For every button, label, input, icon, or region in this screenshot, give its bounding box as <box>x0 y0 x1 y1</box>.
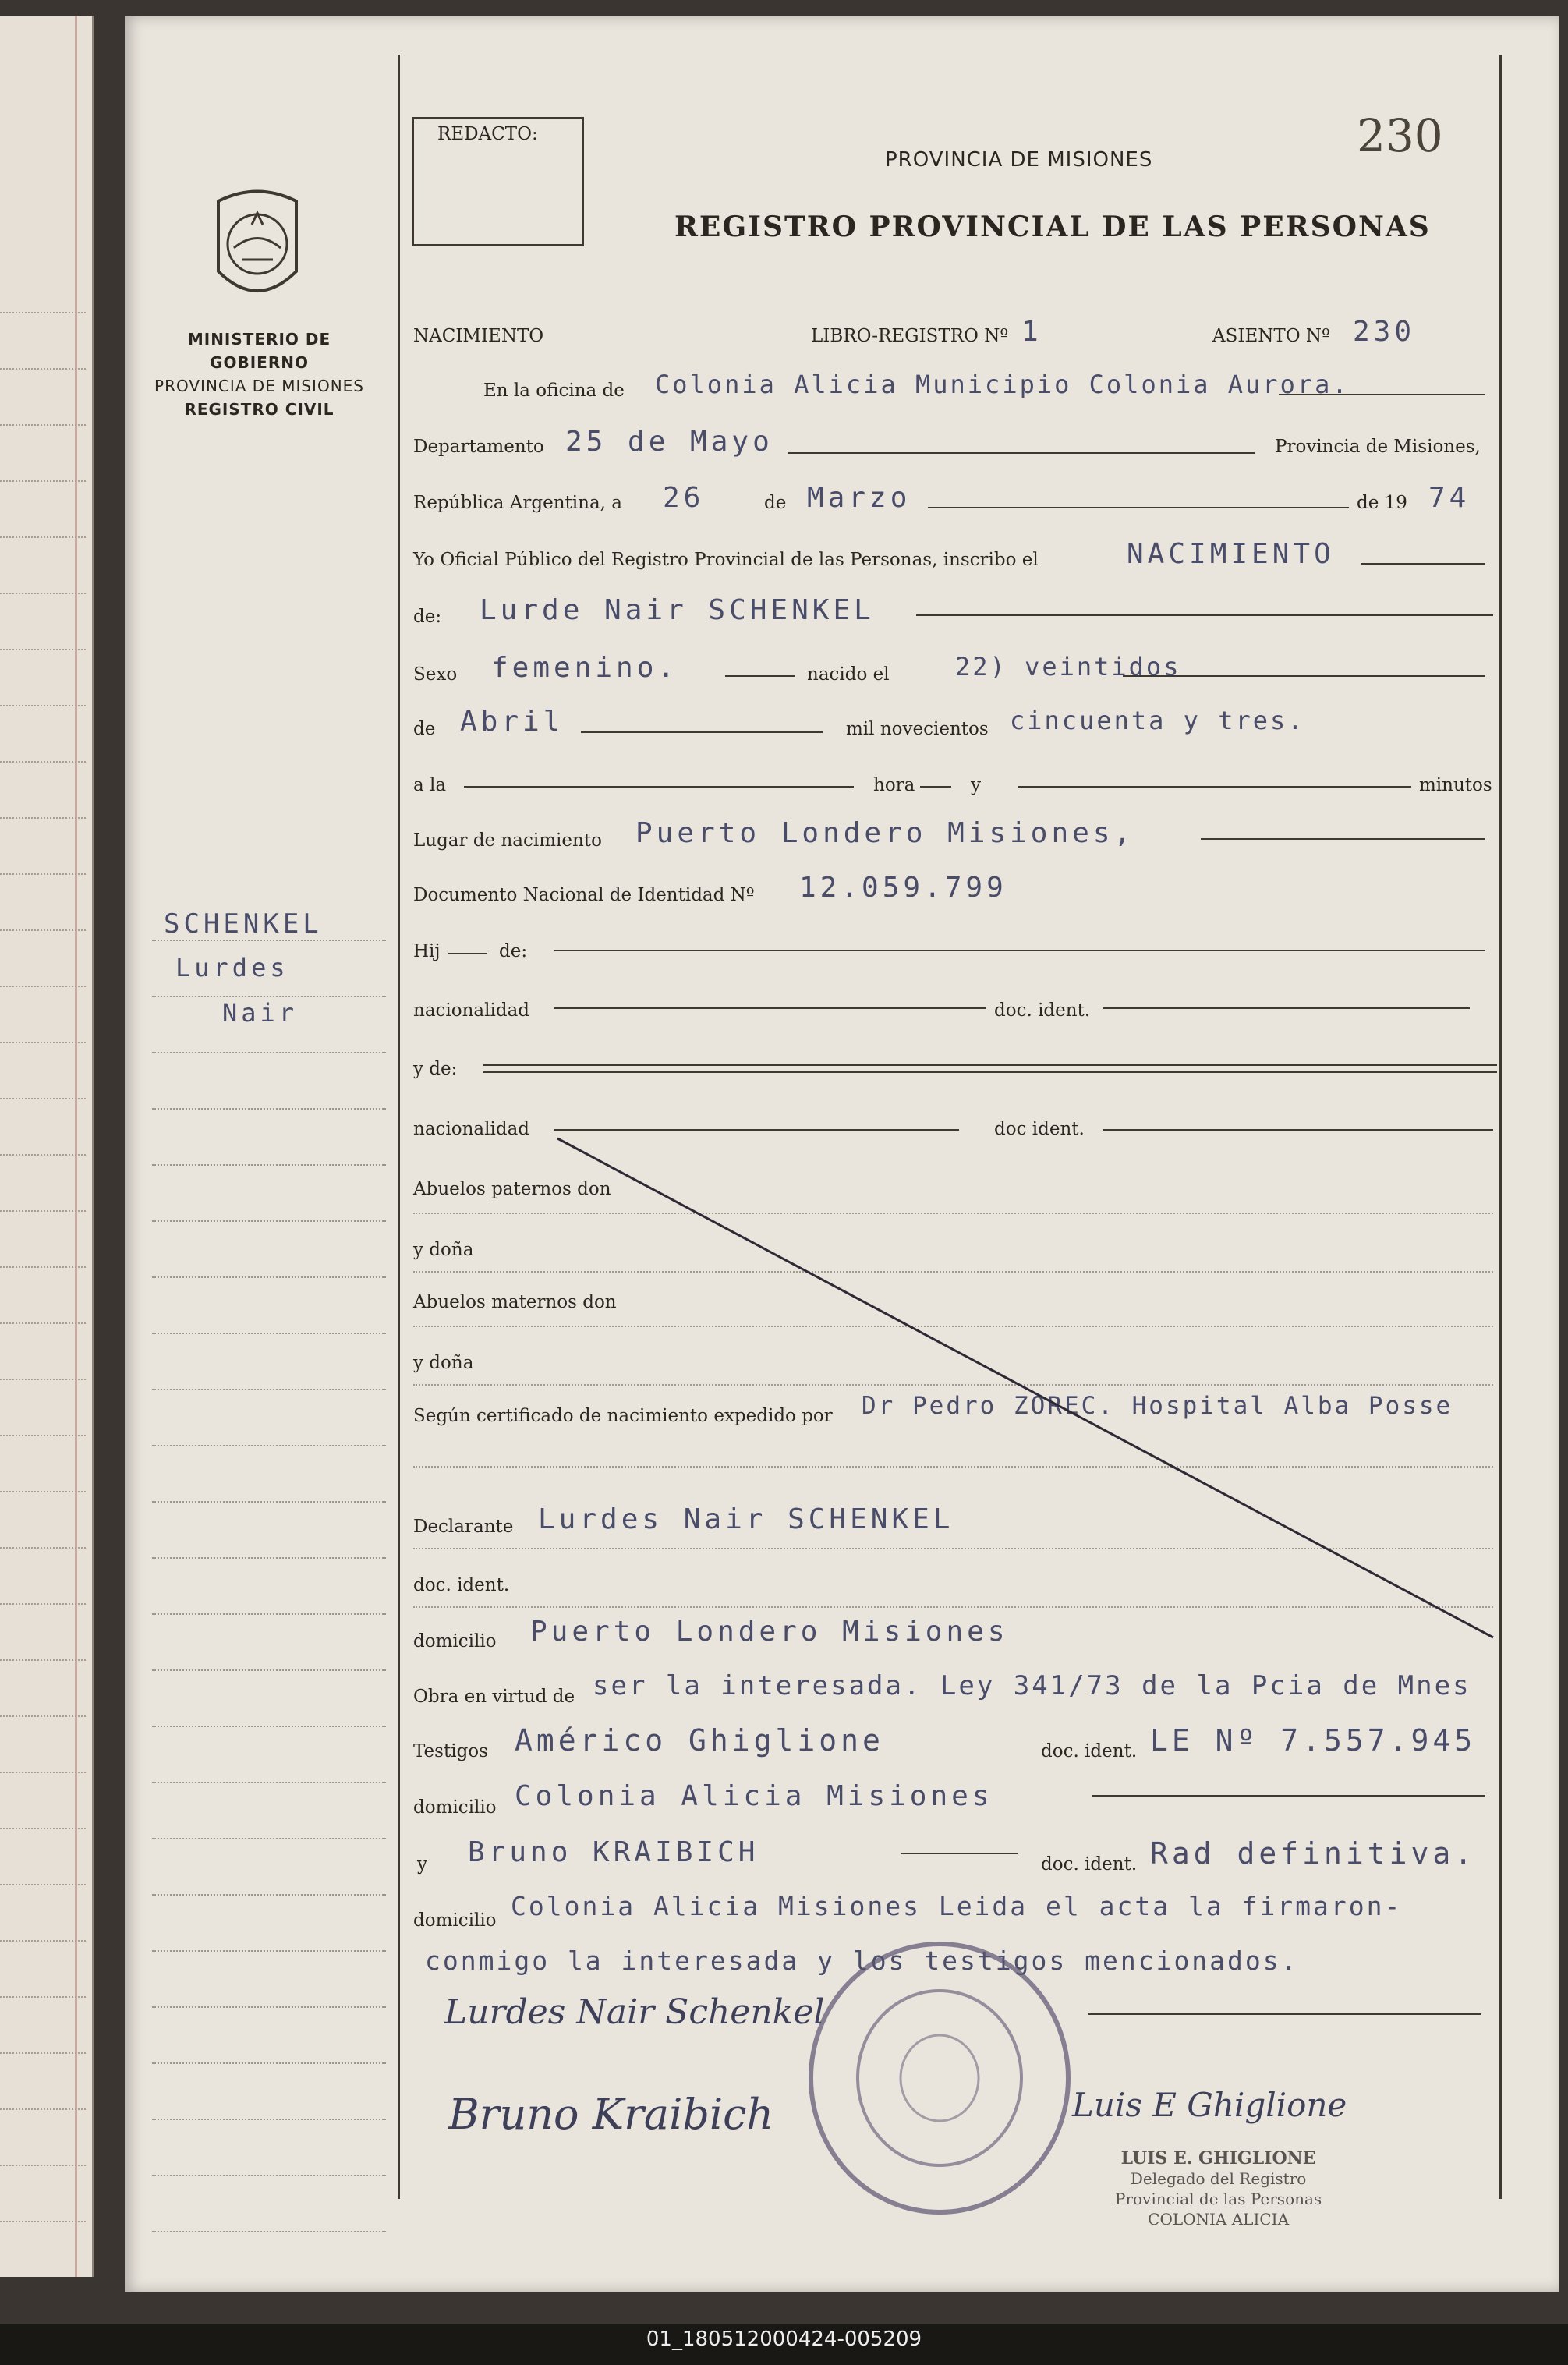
ministry-office: REGISTRO CIVIL <box>184 400 334 419</box>
act-type-label: NACIMIENTO <box>413 326 544 346</box>
witness-1-doc-value: LE Nº 7.557.945 <box>1150 1723 1477 1758</box>
hour-label: hora <box>873 775 915 795</box>
declarant-label: Declarante <box>413 1517 514 1537</box>
official-name: LUIS E. GHIGLIONE <box>1120 2148 1316 2169</box>
witness-2-doc-label: doc. ident. <box>1041 1854 1138 1875</box>
birthplace-label: Lugar de nacimiento <box>413 830 602 851</box>
year-value: 74 <box>1428 482 1471 514</box>
header-province: PROVINCIA DE MISIONES <box>885 148 1153 172</box>
file-id-caption: 01_180512000424-005209 <box>646 2328 922 2351</box>
of-label: de: <box>413 607 442 627</box>
declarant-address-label: domicilio <box>413 1631 497 1652</box>
margin-surname: SCHENKEL <box>164 908 323 940</box>
id-doc-label: Documento Nacional de Identidad Nº <box>413 885 755 905</box>
minutes-label: minutos <box>1419 775 1492 795</box>
and-label: y <box>971 775 981 795</box>
witness-2-doc-value: Rad definitiva. <box>1150 1836 1477 1871</box>
maternal-grandmother-label: y doña <box>413 1353 474 1373</box>
thousand-label: mil novecientos <box>846 719 989 739</box>
born-year-value: cincuenta y tres. <box>1010 706 1305 735</box>
declarant-value: Lurdes Nair SCHENKEL <box>538 1503 954 1535</box>
nationality-2-label: nacionalidad <box>413 1119 530 1139</box>
signature-witness-2: Bruno Kraibich <box>448 2090 774 2139</box>
doc-ident-2-label: doc ident. <box>994 1119 1085 1139</box>
margin-middle-name: Nair <box>222 998 299 1028</box>
witness-1-address-label: domicilio <box>413 1797 497 1818</box>
witness-2-address-value: Colonia Alicia Misiones Leida el acta la firmaron- <box>511 1891 1403 1921</box>
page-number: 230 <box>1357 109 1443 162</box>
witness-and-label: y <box>417 1854 427 1875</box>
registered-name: Lurde Nair SCHENKEL <box>480 594 875 626</box>
witness-1-doc-label: doc. ident. <box>1041 1741 1138 1761</box>
official-role: Delegado del Registro <box>1130 2169 1307 2188</box>
act-value: NACIMIENTO <box>1127 538 1335 570</box>
certificate-value: Dr Pedro ZOREC. Hospital Alba Posse <box>862 1392 1453 1420</box>
header-registry: REGISTRO PROVINCIAL DE LAS PERSONAS <box>674 211 1431 243</box>
witnesses-label: Testigos <box>413 1741 488 1761</box>
ministry-province: PROVINCIA DE MISIONES <box>154 377 364 395</box>
day-value: 26 <box>663 482 705 514</box>
born-label: nacido el <box>807 664 890 685</box>
signature-official: Luis E Ghiglione <box>1072 2086 1347 2124</box>
child-of-label: de: <box>499 941 528 961</box>
republic-label: República Argentina, a <box>413 493 623 513</box>
official-place: COLONIA ALICIA <box>1148 2210 1290 2229</box>
born-month-value: Abril <box>460 706 565 738</box>
book-label: LIBRO-REGISTRO Nº <box>811 326 1009 346</box>
official-org: Provincial de las Personas <box>1115 2190 1322 2208</box>
paternal-grandmother-label: y doña <box>413 1240 474 1260</box>
closing-statement: conmigo la interesada y los testigos mencionados. <box>425 1945 1299 1976</box>
witness-2-address-label: domicilio <box>413 1910 497 1931</box>
officer-statement-label: Yo Oficial Público del Registro Provincial de las Personas, inscribo el <box>413 550 1039 570</box>
nationality-label: nacionalidad <box>413 1000 530 1021</box>
id-doc-value: 12.059.799 <box>799 872 1007 904</box>
redacto-label: REDACTO: <box>437 124 538 144</box>
declarant-doc-label: doc. ident. <box>413 1575 510 1595</box>
by-virtue-value: ser la interesada. Ley 341/73 de la Pcia de Mnes <box>593 1670 1471 1701</box>
signature-declarant: Lurdes Nair Schenkel <box>444 1992 825 2032</box>
child-label: Hij <box>413 941 441 961</box>
born-day-value: 22) veintidos <box>955 652 1181 682</box>
and-of-label: y de: <box>413 1059 458 1079</box>
paternal-grandparents-label: Abuelos paternos don <box>413 1179 611 1199</box>
book-value: 1 <box>1021 316 1042 348</box>
doc-ident-label: doc. ident. <box>994 1000 1091 1021</box>
maternal-grandparents-label: Abuelos maternos don <box>413 1292 617 1312</box>
month-of-label: de <box>764 493 787 513</box>
office-value: Colonia Alicia Municipio Colonia Aurora. <box>655 370 1350 399</box>
province-label: Provincia de Misiones, <box>1275 437 1481 457</box>
by-virtue-label: Obra en virtud de <box>413 1687 575 1707</box>
birthplace-value: Puerto Londero Misiones, <box>635 817 1135 849</box>
office-label: En la oficina de <box>483 381 625 401</box>
declarant-address-value: Puerto Londero Misiones <box>530 1616 1009 1648</box>
department-value: 25 de Mayo <box>565 426 773 458</box>
witness-1-name: Américo Ghiglione <box>515 1723 884 1758</box>
margin-given-name: Lurdes <box>175 953 289 982</box>
certificate-label: Según certificado de nacimiento expedido por <box>413 1406 833 1426</box>
witness-2-name: Bruno KRAIBICH <box>468 1836 759 1868</box>
at-label: a la <box>413 775 447 795</box>
born-month-label: de <box>413 719 436 739</box>
sex-value: femenino. <box>491 652 679 684</box>
ministry-name: MINISTERIO DE GOBIERNO <box>187 330 331 372</box>
sex-label: Sexo <box>413 664 458 685</box>
entry-label: ASIENTO Nº <box>1212 326 1330 346</box>
month-value: Marzo <box>807 482 911 514</box>
department-label: Departamento <box>413 437 544 457</box>
entry-value: 230 <box>1353 316 1416 348</box>
year-label: de 19 <box>1357 493 1407 513</box>
witness-1-address-value: Colonia Alicia Misiones <box>515 1780 993 1812</box>
